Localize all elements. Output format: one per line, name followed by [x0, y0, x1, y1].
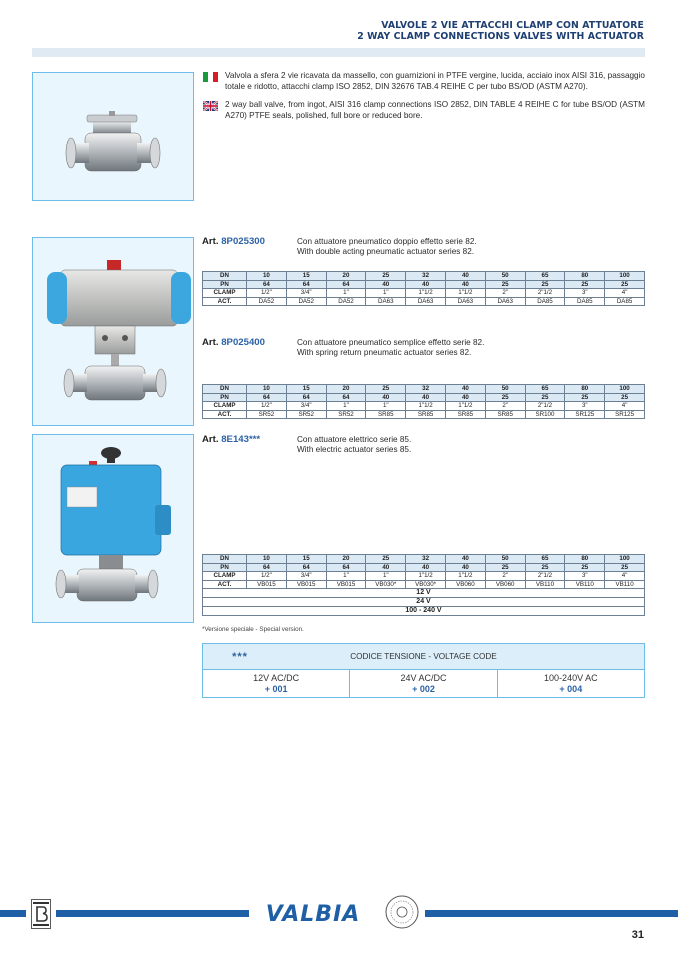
- table-cell: 80: [565, 385, 605, 394]
- table-cell: 2": [485, 289, 525, 298]
- voltage-code-item: [350, 670, 497, 697]
- table-cell: 1"1/2: [406, 402, 446, 411]
- table-row-pn: [203, 280, 645, 289]
- table-cell: 25: [605, 563, 645, 572]
- table-cell: 100: [605, 272, 645, 281]
- table-cell: 4": [605, 402, 645, 411]
- table-cell: 80: [565, 272, 605, 281]
- table-cell: 40: [445, 272, 485, 281]
- table-cell: 25: [605, 280, 645, 289]
- table-row-header-cell: PN: [203, 563, 247, 572]
- table-cell: 64: [247, 563, 287, 572]
- table-cell: 3/4": [286, 402, 326, 411]
- table-row-dn: [203, 272, 645, 281]
- article-2-title: [202, 337, 265, 348]
- table-cell: SR85: [366, 410, 406, 419]
- table-cell: 1": [326, 572, 366, 581]
- valve-photo-electric: [32, 434, 194, 623]
- table-row-clamp: [203, 289, 645, 298]
- table-row-header-cell: PN: [203, 393, 247, 402]
- table-cell: 32: [406, 555, 446, 564]
- table-row-header-cell: DN: [203, 272, 247, 281]
- table-row-pn: [203, 393, 645, 402]
- table-cell: VB060: [485, 580, 525, 589]
- table-cell: 40: [445, 280, 485, 289]
- table-row-voltage-12: [203, 589, 645, 598]
- valve-photo-bare: [32, 72, 194, 201]
- table-cell: VB015: [326, 580, 366, 589]
- table-cell: 40: [445, 385, 485, 394]
- table-cell: 1/2": [247, 402, 287, 411]
- italy-flag-icon: [203, 72, 218, 82]
- table-cell: 10: [247, 385, 287, 394]
- table-cell: 64: [326, 280, 366, 289]
- table-cell: 64: [286, 563, 326, 572]
- table-cell: 64: [326, 563, 366, 572]
- article-1-desc-it: Con attuatore pneumatico doppio effetto serie 82.: [297, 237, 477, 246]
- table-cell: DA52: [247, 297, 287, 306]
- table-row-header-cell: CLAMP: [203, 289, 247, 298]
- table-cell: 40: [406, 563, 446, 572]
- table-cell: 4": [605, 572, 645, 581]
- table-cell: 3/4": [286, 572, 326, 581]
- voltage-code-title: CODICE TENSIONE - VOLTAGE CODE: [350, 652, 497, 661]
- table-row-clamp: [203, 572, 645, 581]
- table-cell: 4": [605, 289, 645, 298]
- svg-text:VALBIA: VALBIA: [265, 902, 361, 927]
- table-row-act: [203, 297, 645, 306]
- footer-line-right: [425, 910, 678, 917]
- table-row-voltage-100-240: [203, 607, 645, 616]
- header-title-en: 2 WAY CLAMP CONNECTIONS VALVES WITH ACTUATOR: [357, 31, 644, 42]
- table-cell: VB030*: [366, 580, 406, 589]
- voltage-code-value: + 002: [412, 684, 435, 694]
- table-cell: 65: [525, 555, 565, 564]
- table-cell: 25: [565, 563, 605, 572]
- table-cell: 2": [485, 402, 525, 411]
- table-cell: VB060: [445, 580, 485, 589]
- table-cell: 3/4": [286, 289, 326, 298]
- table-cell: 1": [366, 289, 406, 298]
- table-cell: SR100: [525, 410, 565, 419]
- header-bar: [32, 48, 645, 57]
- header-title-it: VALVOLE 2 VIE ATTACCHI CLAMP CON ATTUATORE: [381, 20, 644, 31]
- table-row-header-cell: ACT.: [203, 410, 247, 419]
- table-cell: DA85: [605, 297, 645, 306]
- table-cell: 25: [485, 563, 525, 572]
- article-3-code: 8E143***: [221, 434, 261, 445]
- table-cell: DA63: [406, 297, 446, 306]
- voltage-100-240: 100 - 240 V: [203, 607, 645, 616]
- table-cell: 64: [286, 393, 326, 402]
- article-3-desc-it: Con attuatore elettrico serie 85.: [297, 435, 412, 444]
- table-cell: 3": [565, 289, 605, 298]
- table-row-dn: [203, 385, 645, 394]
- table-row-dn: [203, 555, 645, 564]
- table-cell: 1": [326, 402, 366, 411]
- table-cell: 65: [525, 385, 565, 394]
- table-cell: VB015: [286, 580, 326, 589]
- group-logo-icon: [31, 899, 51, 929]
- table-cell: 100: [605, 555, 645, 564]
- table-cell: VB030*: [406, 580, 446, 589]
- table-cell: VB015: [247, 580, 287, 589]
- table-cell: 15: [286, 385, 326, 394]
- spec-table-1: [202, 271, 645, 306]
- table-cell: 32: [406, 272, 446, 281]
- table-cell: 50: [485, 555, 525, 564]
- article-3-title: [202, 434, 260, 445]
- table-cell: 25: [366, 272, 406, 281]
- table-cell: 40: [445, 393, 485, 402]
- table-cell: 3": [565, 402, 605, 411]
- article-3-desc-en: With electric actuator series 85.: [297, 445, 412, 455]
- table-row-voltage-24: [203, 598, 645, 607]
- table-row-header-cell: CLAMP: [203, 572, 247, 581]
- article-1-code: 8P025300: [221, 236, 265, 247]
- special-version-note: *Versione speciale - Special version.: [202, 626, 304, 633]
- table-cell: 50: [485, 385, 525, 394]
- table-cell: 1": [326, 289, 366, 298]
- footer-line-middle: [56, 910, 249, 917]
- table-cell: DA52: [326, 297, 366, 306]
- table-cell: SR125: [605, 410, 645, 419]
- table-cell: DA63: [445, 297, 485, 306]
- table-cell: SR85: [485, 410, 525, 419]
- article-1-desc-en: With double acting pneumatic actuator series 82.: [297, 247, 475, 257]
- article-2-prefix: Art.: [202, 337, 219, 348]
- table-cell: 1"1/2: [445, 289, 485, 298]
- table-cell: 3": [565, 572, 605, 581]
- table-row-header-cell: ACT.: [203, 297, 247, 306]
- table-row-header-cell: PN: [203, 280, 247, 289]
- table-cell: 20: [326, 272, 366, 281]
- table-cell: DA85: [565, 297, 605, 306]
- table-cell: VB110: [525, 580, 565, 589]
- voltage-code-item: [498, 670, 644, 697]
- table-cell: 2"1/2: [525, 402, 565, 411]
- footer-line-left: [0, 910, 26, 917]
- table-cell: 1"1/2: [445, 402, 485, 411]
- table-cell: 25: [366, 385, 406, 394]
- table-row-act: [203, 410, 645, 419]
- certification-seal-icon: [385, 895, 419, 929]
- voltage-24: 24 V: [203, 598, 645, 607]
- brand-logo: [257, 899, 369, 927]
- article-2-desc-en: With spring return pneumatic actuator series 82.: [297, 348, 472, 358]
- table-cell: SR85: [406, 410, 446, 419]
- table-row-act: [203, 580, 645, 589]
- voltage-code-label: 24V AC/DC: [400, 673, 447, 683]
- voltage-code-box: [202, 643, 645, 698]
- table-cell: 1/2": [247, 289, 287, 298]
- table-row-clamp: [203, 402, 645, 411]
- table-cell: SR52: [286, 410, 326, 419]
- table-cell: 1/2": [247, 572, 287, 581]
- table-cell: DA63: [485, 297, 525, 306]
- table-row-pn: [203, 563, 645, 572]
- table-cell: 1": [366, 402, 406, 411]
- table-cell: 25: [485, 393, 525, 402]
- spec-table-3: [202, 554, 645, 616]
- table-cell: 40: [445, 563, 485, 572]
- table-cell: DA52: [286, 297, 326, 306]
- article-2-desc-it: Con attuatore pneumatico semplice effetto serie 82.: [297, 338, 485, 347]
- article-2-code: 8P025400: [221, 337, 265, 348]
- table-cell: 2"1/2: [525, 572, 565, 581]
- table-cell: 65: [525, 272, 565, 281]
- table-cell: 2"1/2: [525, 289, 565, 298]
- table-row-header-cell: DN: [203, 385, 247, 394]
- table-cell: 1"1/2: [406, 289, 446, 298]
- voltage-code-header: [203, 644, 644, 670]
- valve-photo-pneumatic: [32, 237, 194, 426]
- intro-text-en: 2 way ball valve, from ingot, AISI 316 clamp connections ISO 2852, DIN TABLE 4 REIHE C for tube BS/OD (ASTM A270) PTFE seals, polished, full bore or reduced bore.: [225, 100, 645, 120]
- voltage-12: 12 V: [203, 589, 645, 598]
- table-cell: 32: [406, 385, 446, 394]
- article-1-title: [202, 236, 265, 247]
- table-cell: 20: [326, 555, 366, 564]
- table-cell: 40: [406, 280, 446, 289]
- voltage-code-label: 100-240V AC: [544, 673, 598, 683]
- table-cell: 25: [525, 280, 565, 289]
- page-header: [357, 20, 644, 42]
- table-cell: 40: [366, 393, 406, 402]
- voltage-code-item: [203, 670, 350, 697]
- table-cell: 20: [326, 385, 366, 394]
- table-cell: 25: [565, 280, 605, 289]
- table-cell: SR52: [247, 410, 287, 419]
- table-row-header-cell: DN: [203, 555, 247, 564]
- article-2-description: [297, 338, 484, 359]
- table-cell: 15: [286, 272, 326, 281]
- table-cell: DA85: [525, 297, 565, 306]
- table-cell: 10: [247, 272, 287, 281]
- voltage-code-value: + 001: [264, 684, 288, 694]
- table-cell: 80: [565, 555, 605, 564]
- table-cell: DA63: [366, 297, 406, 306]
- table-cell: 2": [485, 572, 525, 581]
- table-cell: 100: [605, 385, 645, 394]
- table-cell: 64: [247, 280, 287, 289]
- voltage-code-label: 12V AC/DC: [253, 673, 300, 683]
- table-cell: 40: [406, 393, 446, 402]
- uk-flag-icon: [203, 101, 218, 111]
- article-1-description: [297, 237, 477, 258]
- spec-table-2: [202, 384, 645, 419]
- table-cell: SR52: [326, 410, 366, 419]
- table-cell: 15: [286, 555, 326, 564]
- table-cell: SR85: [445, 410, 485, 419]
- table-cell: 1": [366, 572, 406, 581]
- table-cell: 25: [605, 393, 645, 402]
- table-cell: 50: [485, 272, 525, 281]
- table-cell: 25: [525, 393, 565, 402]
- voltage-code-value: + 004: [559, 684, 583, 694]
- table-cell: VB110: [565, 580, 605, 589]
- table-row-header-cell: ACT.: [203, 580, 247, 589]
- article-1-prefix: Art.: [202, 236, 219, 247]
- table-cell: 40: [445, 555, 485, 564]
- table-row-header-cell: CLAMP: [203, 402, 247, 411]
- table-cell: 25: [485, 280, 525, 289]
- table-cell: 25: [565, 393, 605, 402]
- intro-text-it: Valvola a sfera 2 vie ricavata da massello, con guarnizioni in PTFE vergine, lucida, acciaio inox AISI 316, passaggio totale e ridotto, attacchi clamp ISO 2852, DIN 32676 TAB.4 REIHE C per tubo BS/OD (ASTM A270).: [225, 71, 645, 91]
- table-cell: VB110: [605, 580, 645, 589]
- table-cell: 25: [525, 563, 565, 572]
- voltage-code-row: [203, 670, 644, 697]
- article-3-prefix: Art.: [202, 434, 219, 445]
- table-cell: 64: [286, 280, 326, 289]
- table-cell: 40: [366, 280, 406, 289]
- table-cell: 10: [247, 555, 287, 564]
- page-number: 31: [631, 929, 644, 941]
- table-cell: SR125: [565, 410, 605, 419]
- article-3-description: [297, 435, 411, 456]
- table-cell: 40: [366, 563, 406, 572]
- table-cell: 1"1/2: [445, 572, 485, 581]
- voltage-code-stars: ***: [232, 650, 248, 663]
- table-cell: 64: [247, 393, 287, 402]
- table-cell: 25: [366, 555, 406, 564]
- table-cell: 1"1/2: [406, 572, 446, 581]
- table-cell: 64: [326, 393, 366, 402]
